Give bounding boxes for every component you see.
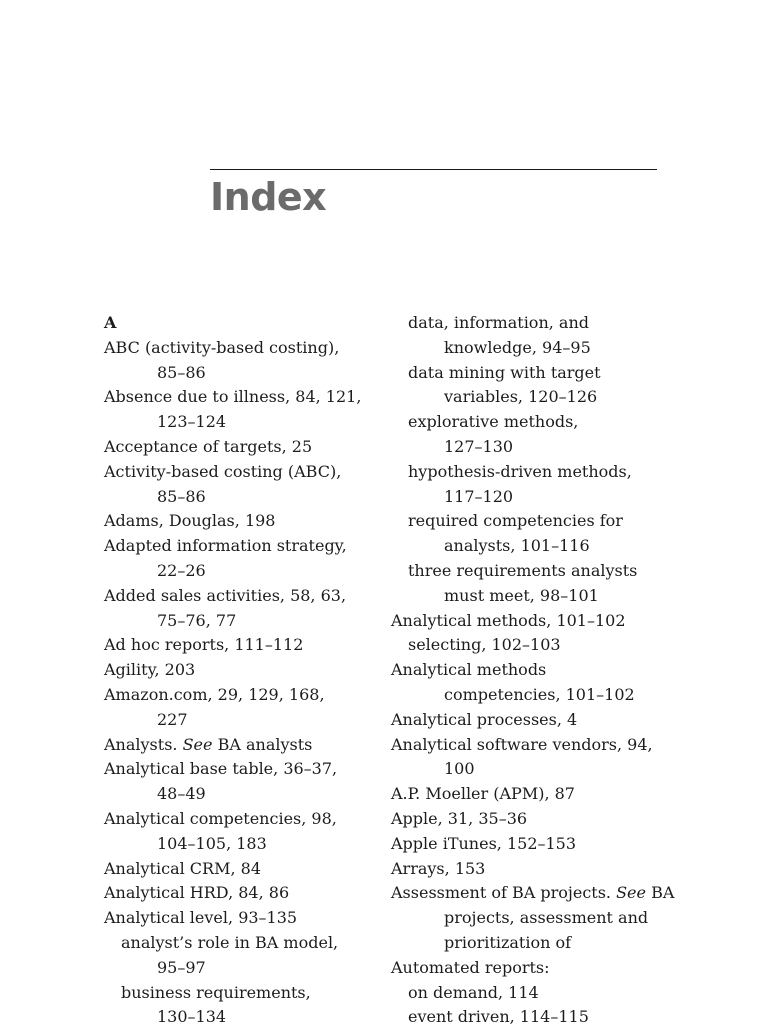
index-entry-continuation: 48–49 <box>157 784 206 804</box>
index-entry: A.P. Moeller (APM), 87 <box>391 784 575 804</box>
index-entry: Analytical CRM, 84 <box>104 858 262 878</box>
index-entry-continuation: knowledge, 94–95 <box>444 337 591 357</box>
index-entry: Acceptance of targets, 25 <box>104 436 313 456</box>
index-subentry: explorative methods, <box>408 412 579 432</box>
index-subentry: selecting, 102–103 <box>408 635 561 655</box>
index-entry-continuation: 100 <box>444 759 475 779</box>
index-entry: Automated reports: <box>391 957 550 977</box>
index-column-right <box>391 311 675 1030</box>
index-entry-continuation: 227 <box>157 709 188 729</box>
index-entry-continuation: 123–124 <box>157 412 227 432</box>
index-entry-continuation: must meet, 98–101 <box>444 585 599 605</box>
index-entry-continuation: 85–86 <box>157 486 206 506</box>
index-entry-text: Assessment of BA projects. <box>391 883 617 903</box>
index-entry-continuation: 95–97 <box>157 957 206 977</box>
see-reference: See <box>616 883 646 903</box>
index-subentry: three requirements analysts <box>408 560 638 580</box>
index-subentry: business requirements, <box>121 982 311 1002</box>
index-entry: Analytical competencies, 98, <box>104 808 337 828</box>
index-entry-continuation: variables, 120–126 <box>444 387 598 407</box>
index-entry: Ad hoc reports, 111–112 <box>104 635 304 655</box>
index-subentry: event driven, 114–115 <box>408 1007 589 1027</box>
index-entry: Analytical software vendors, 94, <box>391 734 653 754</box>
index-subentry: analyst’s role in BA model, <box>121 932 339 952</box>
index-entry: Added sales activities, 58, 63, <box>104 585 347 605</box>
index-entry: Apple iTunes, 152–153 <box>391 833 577 853</box>
index-entry-continuation: 130–134 <box>157 1007 227 1027</box>
index-entry: Analytical HRD, 84, 86 <box>104 883 290 903</box>
index-entry: Arrays, 153 <box>391 858 486 878</box>
index-entry: Amazon.com, 29, 129, 168, <box>104 684 325 704</box>
index-entry <box>391 881 675 906</box>
index-entry-text: Analysts. <box>104 734 183 754</box>
index-entry-continuation: projects, assessment and <box>444 908 649 928</box>
index-entry-continuation: 22–26 <box>157 560 206 580</box>
index-entry: Agility, 203 <box>104 660 196 680</box>
index-entry-continuation: 104–105, 183 <box>157 833 267 853</box>
index-entry-continuation: 117–120 <box>444 486 514 506</box>
index-entry-continuation: competencies, 101–102 <box>444 684 635 704</box>
index-subentry: hypothesis-driven methods, <box>408 461 632 481</box>
index-entry: Activity-based costing (ABC), <box>104 461 342 481</box>
index-entry-continuation: 75–76, 77 <box>157 610 237 630</box>
index-entry-continuation: analysts, 101–116 <box>444 536 590 556</box>
index-entry-text: BA <box>646 883 675 903</box>
index-entry: Analytical level, 93–135 <box>104 908 298 928</box>
index-entry: Analytical processes, 4 <box>391 709 578 729</box>
index-entry: Absence due to illness, 84, 121, <box>104 387 362 407</box>
index-subentry: on demand, 114 <box>408 982 539 1002</box>
index-entry-continuation: 85–86 <box>157 362 206 382</box>
index-entry: Apple, 31, 35–36 <box>391 808 528 828</box>
index-entry-text: BA analysts <box>212 734 313 754</box>
index-section-heading: A <box>104 313 117 332</box>
title-rule <box>210 169 657 170</box>
index-entry-continuation: 127–130 <box>444 436 514 456</box>
index-entry: Analytical methods, 101–102 <box>391 610 626 630</box>
index-subentry: required competencies for <box>408 511 623 531</box>
index-entry: Analytical methods <box>391 660 547 680</box>
index-subentry: data, information, and <box>408 313 589 332</box>
page-title: Index <box>210 175 327 219</box>
index-entry <box>104 733 376 758</box>
index-column-left <box>104 311 376 1030</box>
index-entry: Adapted information strategy, <box>104 536 347 556</box>
index-entry: ABC (activity-based costing), <box>104 337 340 357</box>
index-entry-continuation: prioritization of <box>444 932 572 952</box>
index-entry: Analytical base table, 36–37, <box>104 759 338 779</box>
see-reference: See <box>182 734 213 754</box>
index-subentry: data mining with target <box>408 362 601 382</box>
index-entry: Adams, Douglas, 198 <box>104 511 276 531</box>
